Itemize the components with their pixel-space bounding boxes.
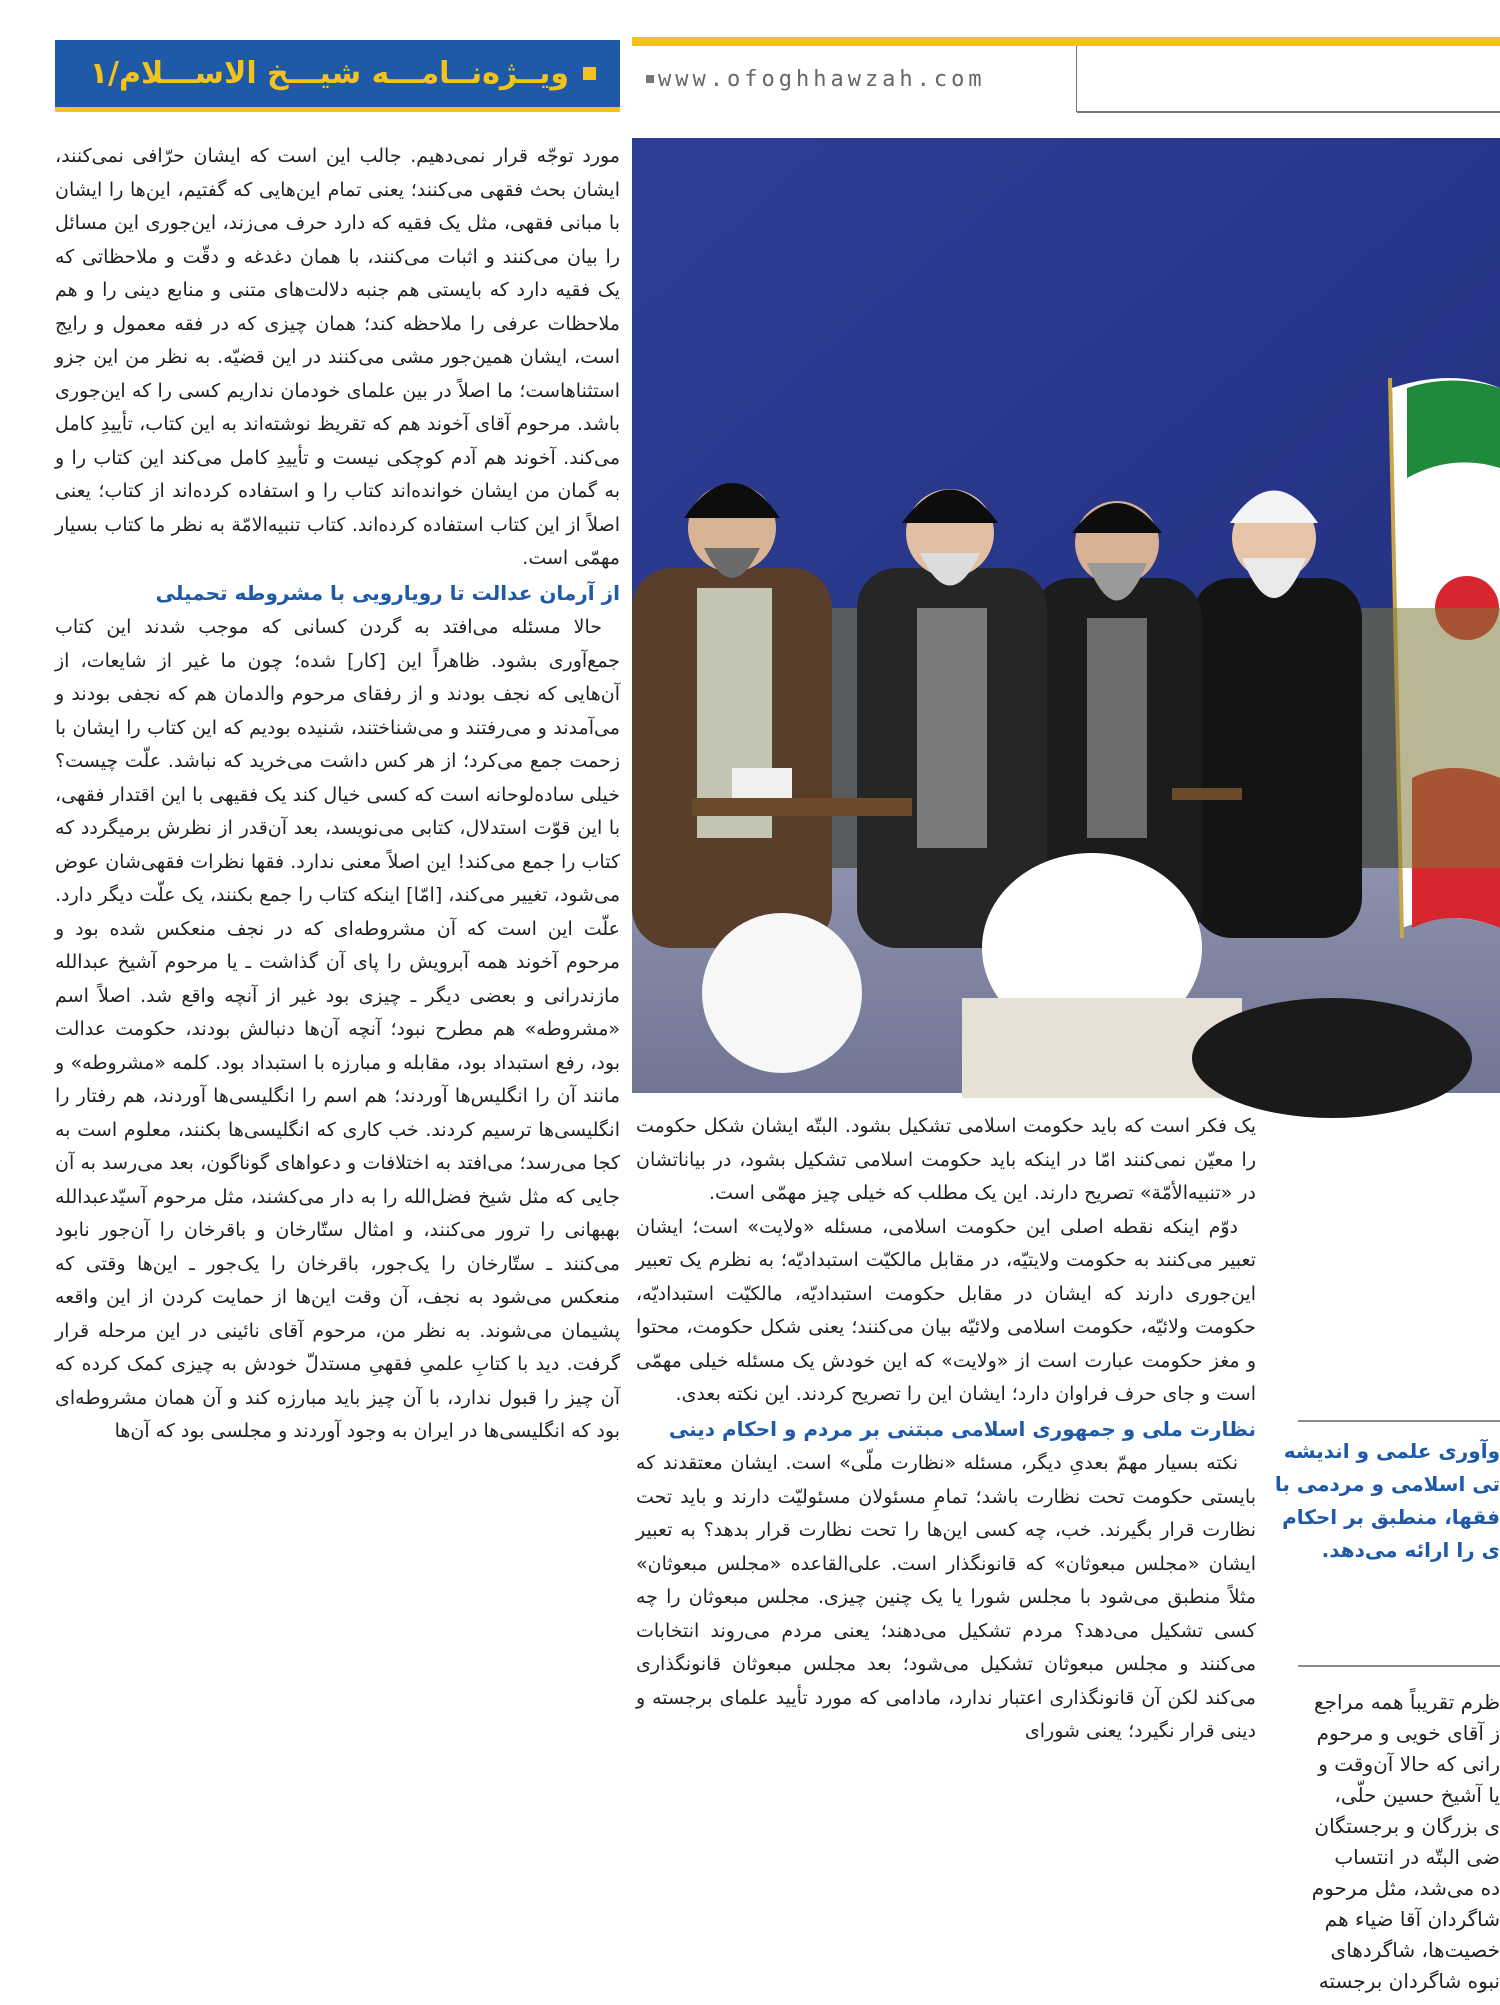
sidebar-line: رانی که حالا آن‌وقت و [1318,1752,1500,1776]
sidebar-line: نبوه شاگردان برجسته [1318,1969,1500,1993]
section-heading: از آرمان عدالت تا رویارویی با مشروطه تحمیلی [155,580,620,605]
banner-square-icon [583,67,596,80]
photo-meeting-of-clerics-icon [632,138,1500,1093]
paragraph: دوّم اینکه نقطه اصلی این حکومت اسلامی، مسئله «ولایت» است؛ ایشان تعبیر می‌کنند به حکومت ولایتیّه، در مقابل مالکیّت استبدادیّه؛ به نظرم یک تعبیر این‌جوری دارند که ایشان در مقابل حکومت استبدادیّه، مالکیّت استبدادیّه، حکومت ولائیّه، حکومت اسلامی ولائیّه بیان می‌کنند؛ یعنی شکل حکومت، محتوا و مغز حکومت عبارت است از «ولایت» که این خودش یک مسئله خیلی مهمّی است و جای حرف فراوان دارد؛ ایشان این را تصریح کردند. این نکته بعدی. [636,1215,1256,1405]
sidebar-line: ز آقای خویی و مرحوم [1316,1721,1500,1745]
paragraph: نکته بسیار مهمّ بعدیِ دیگر، مسئله «نظارت ملّی» است. ایشان معتقدند که بایستی حکومت تحت نظارت باشد؛ تمامِ مسئولان مسئولیّت دارند و باید تحت نظارت قرار بگیرند. خب، چه کسی این‌ها را تحت نظارت قرار بدهد؟ به تعبیر ایشان «مجلس مبعوثان» که قانونگذار است. علی‌القاعده «مجلس مبعوثان» مثلاً منطبق می‌شود با مجلس شورا یا یک چنین چیزی. مجلس مبعوثان را چه کسی تشکیل می‌دهد؟ مردم تشکیل می‌دهند؛ یعنی مردم می‌روند انتخابات می‌کنند و مجلس مبعوثان تشکیل می‌شود؛ بعد مجلس مبعوثان قانونگذاری می‌کند لکن آن قانونگذاری اعتبار ندارد، مادامی که مورد تأیید علمای برجسته و دینی قرار نگیرد؛ یعنی شورای [636,1452,1256,1742]
header-rule [1077,111,1500,113]
sidebar-text [1298,1686,1500,2005]
article-middle-column [636,1110,1256,2005]
sidebar-line: شاگردان آقا ضیاء هم [1324,1907,1500,1931]
sidebar-rule [1298,1420,1500,1422]
url-square-icon [646,75,654,83]
sidebar-callout [1274,1435,1500,1635]
section-banner [55,40,620,112]
url-box [632,46,1077,112]
sidebar-line: ضی البتّه در انتساب [1334,1845,1500,1869]
paragraph: یک فکر است که باید حکومت اسلامی تشکیل بشود. البتّه ایشان شکل حکومت را معیّن نمی‌کنند امّا در اینکه باید حکومت اسلامی تشکیل بشود، در بیاناتشان در «تنبیه‌الأمّة» تصریح دارند. این یک مطلب که خیلی چیز مهمّی است. [636,1115,1256,1204]
callout-line: ی را ارائه می‌دهد. [1321,1538,1500,1562]
callout-line: فقها، منطبق بر احکام [1282,1505,1500,1529]
sidebar-line: خصیت‌ها، شاگردهای [1330,1938,1500,1962]
sidebar-rule [1298,1665,1500,1667]
paragraph: مورد توجّه قرار نمی‌دهیم. جالب این است که ایشان حرّافی نمی‌کنند، ایشان بحث فقهی می‌کنند؛ یعنی تمام این‌هایی که گفتیم، این‌ها را ایشان با مبانی فقهی، مثل یک فقیه که دارد حرف می‌زند، این‌جوری این مسائل را بیان می‌کنند و اثبات می‌کنند، با همان دغدغه و دقّت و ملاحظاتی که یک فقیه دارد که بایستی هم جنبه دلالت‌های متنی و منابع دینی را و هم ملاحظات عرفی را ملاحظه کند؛ همان چیزی که در فقه معمول و رایج است، ایشان همین‌جور مشی می‌کنند در این قضیّه. به نظر من این جزو استثناهاست؛ ما اصلاً در بین علمای خودمان نداریم کسی را که این‌جوری باشد. مرحوم آقای آخوند هم که تقریظ نوشته‌اند به این کتاب، تأییدِ کامل می‌کند. آخوند هم آدم کوچکی نیست و تأییدِ کامل می‌کند این کتاب را و به گمان من ایشان خوانده‌اند کتاب را و استفاده کرده‌اند از کتاب؛ یعنی اصلاً از این کتاب استفاده کرده‌اند. کتاب تنبیه‌الامّة به نظر ما کتاب بسیار مهمّی است. [55,145,620,569]
article-left-column [55,140,620,2005]
sidebar-line: ی بزرگان و برجستگان [1314,1814,1500,1838]
paragraph: حالا مسئله می‌افتد به گردن کسانی که موجب شدند این کتاب جمع‌آوری بشود. ظاهراً این [کار] شده؛ چون ما غیر از شایعات، از آن‌هایی که نجف بودند و از رفقای مرحوم والدمان هم که نجفی بودند و می‌آمدند و می‌رفتند و می‌شناختند، شنیده بودیم که این کتاب را ایشان با زحمت جمع می‌کرد؛ از هر کس داشت می‌خرید که نباشد. علّت چیست؟ خیلی ساده‌لوحانه است که کسی خیال کند یک فقیهی با این اقتدار فقهی، با این قوّت استدلال، کتابی می‌نویسد، بعد آن‌قدر از نظرش برمیگردد که کتاب را جمع می‌کند! این اصلاً معنی ندارد. فقها نظرات فقهی‌شان عوض می‌شود، تغییر می‌کند، [امّا] اینکه کتاب را جمع بکنند، یک علّت دیگر دارد. علّت این است که آن مشروطه‌ای که در نجف منعکس شده بود و مرحوم آخوند همه آبرویش را پای آن گذاشت ـ یا مرحوم آشیخ عبدالله مازندرانی و بعضی دیگر ـ چیزی بود غیر از آنچه واقع شد. اصلاً اسم «مشروطه» هم مطرح نبود؛ آنچه آن‌ها دنبالش بودند، حکومت عدالت بود، رفع استبداد بود، مقابله و مبارزه با استبداد بود. کلمه «مشروطه» و مانند آن را انگلیس‌ها آوردند؛ هم اسم را انگلیسی‌ها آوردند، هم رفتار را انگلیسی‌ها ترسیم کردند. خب کاری که انگلیسی‌ها بکنند، معلوم است به کجا می‌رسد؛ می‌افتد به اختلافات و دعواهای گوناگون، بعد می‌رسد به آن جایی که مثل شیخ فضل‌الله را به دار می‌کشند، مثل مرحوم آسیّدعبدالله بهبهانی را ترور می‌کنند، و امثال ستّارخان و باقرخان را آن‌جور نابود می‌کنند ـ ستّارخان را یک‌جور، باقرخان را یک‌جور ـ این‌ها وقتی که منعکس می‌شود به نجف، آن وقت این‌ها از حمایت کردن از این واقعه پشیمان می‌شوند. به نظر من، مرحوم آقای نائینی در این مرحله قرار گرفت. دید با کتابِ علمیِ فقهیِ مستدلّ خودش به چیزی کمک کرده که آن چیز را قبول ندارد، با آن چیز باید مبارزه کند و آن همان مشروطه‌ای بود که انگلیسی‌ها در ایران به وجود آوردند و مجلسی بود که آن‌ها [55,616,620,1442]
sidebar-line: ظرم تقریباً همه مراجع [1314,1690,1500,1714]
callout-line: وآوری علمی و اندیشه [1283,1439,1500,1463]
site-url[interactable]: www.ofoghhawzah.com [658,66,986,92]
meeting-photo [632,138,1500,1093]
section-heading: نظارت ملی و جمهوری اسلامی مبتنی بر مردم و احکام دینی [668,1416,1256,1441]
sidebar-line: ده می‌شد، مثل مرحوم [1311,1876,1500,1900]
sidebar-line: یا آشیخ حسین حلّی، [1334,1783,1500,1807]
callout-line: تی اسلامی و مردمی با [1274,1472,1500,1496]
section-title: ویــژه‌نــامـــه شیـــخ الاســـلام/۱ [89,56,569,91]
top-accent-bar [632,37,1500,46]
